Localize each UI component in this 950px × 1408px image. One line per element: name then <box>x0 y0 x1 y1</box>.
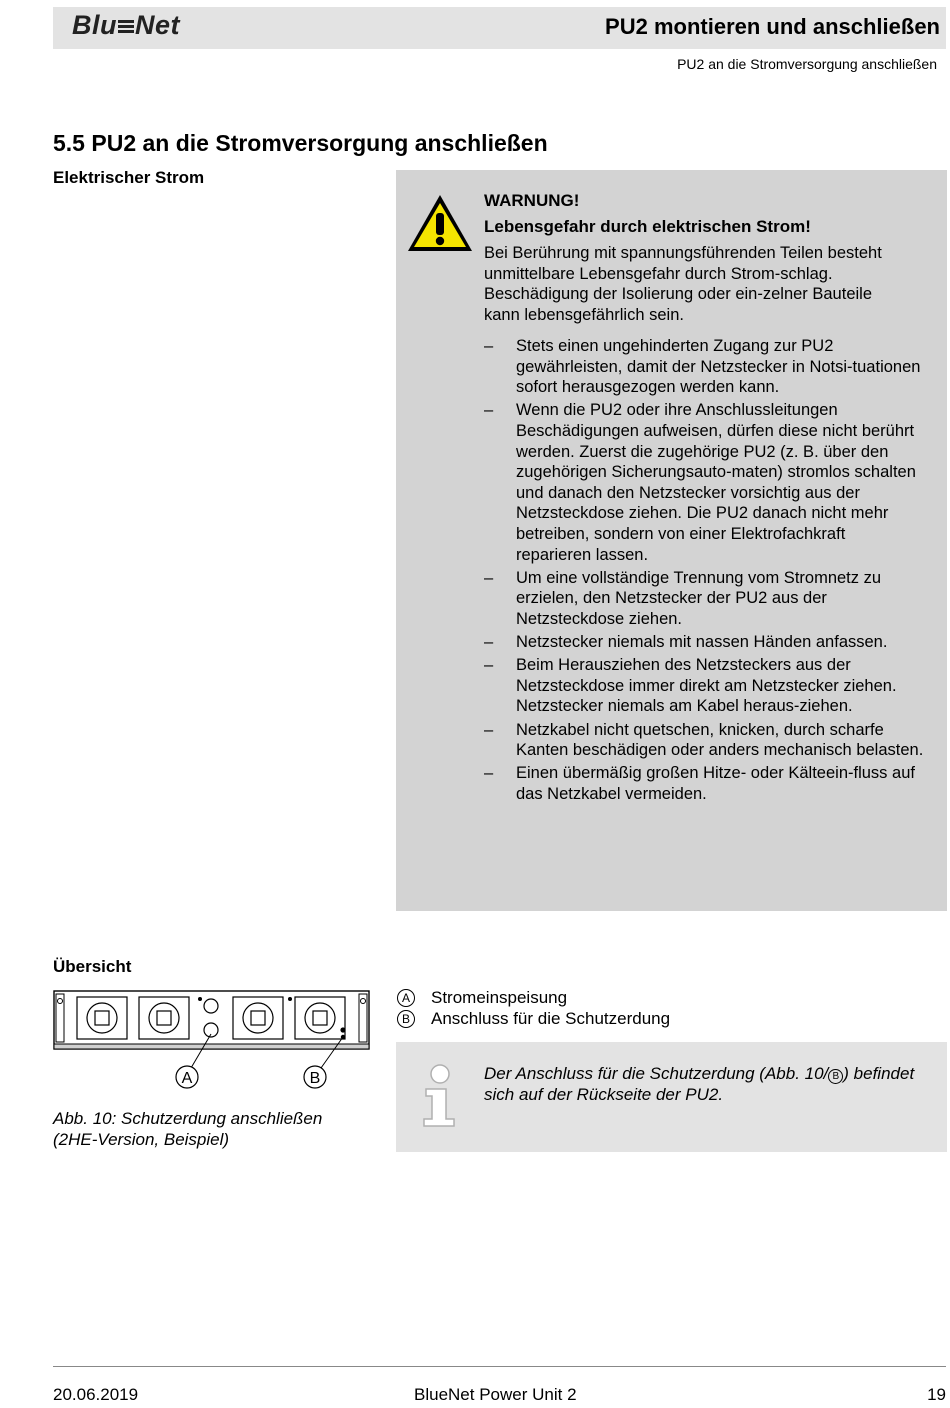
warning-heading: WARNUNG! <box>484 191 580 210</box>
footer-date: 20.06.2019 <box>53 1385 139 1404</box>
list-item: – Wenn die PU2 oder ihre Anschlussleitungen Beschädigungen aufweisen, dürfen diese nicht berührt werden. Zuerst die zugehörige PU2 (z. B. über den zugehörigen Sicherungsauto-maten) stromlos schalten und danach den Netzstecker vorsichtig aus der Netzsteckdose ziehen. Die PU2 danach nicht mehr betreiben, sondern von einer Elektrofachkraft reparieren lassen. <box>484 401 916 564</box>
info-text: Der Anschluss für die Schutzerdung (Abb. 10/ B ) befindet sich auf der Rückseite der PU2. <box>484 1064 915 1104</box>
list-item: – Beim Herausziehen des Netzsteckers aus der Netzsteckdose immer direkt am Netzstecker ziehen. Netzstecker niemals am Kabel heraus-ziehen. <box>484 656 897 716</box>
power-unit-figure <box>53 990 371 1100</box>
overview-label: Übersicht <box>53 957 132 976</box>
bluenet-logo: Blu Net <box>72 10 181 40</box>
footer-page-number: 19 <box>927 1385 946 1404</box>
warning-triangle-icon <box>405 192 475 259</box>
caption-line-1: Abb. 10: Schutzerdung anschließen <box>53 1109 323 1128</box>
list-item: – Netzstecker niemals mit nassen Händen anfassen. <box>484 633 888 652</box>
legend-text-a: Stromeinspeisung <box>431 988 568 1007</box>
footer-divider <box>53 1366 946 1367</box>
section-title: 5.5 PU2 an die Stromversorgung anschließen <box>53 130 548 156</box>
warning-body-text: Bei Berührung mit spannungsführenden Teilen besteht unmittelbare Lebensgefahr durch Strom-schlag. Beschädigung der Isolierung oder ein-zelner Bauteile kann lebensgefährlich sein. <box>484 244 882 324</box>
logo-e-glyph-icon <box>118 18 134 35</box>
list-item: – Stets einen ungehinderten Zugang zur PU2 gewährleisten, damit der Netzstecker in Notsi-tuationen sofort herausgezogen werden kann. <box>484 337 921 397</box>
info-ref-b: B <box>828 1069 843 1084</box>
figure-caption <box>53 1108 322 1150</box>
callout-a: A <box>181 1070 193 1087</box>
header-title: PU2 montieren und anschließen <box>605 14 940 39</box>
callout-b: B <box>309 1070 321 1087</box>
legend-key-b: B <box>397 1010 415 1028</box>
warning-subheading: Lebensgefahr durch elektrischen Strom! <box>484 217 811 236</box>
list-item: – Netzkabel nicht quetschen, knicken, durch scharfe Kanten beschädigen oder anders mechanisch belasten. <box>484 720 924 760</box>
legend-text-b: Anschluss für die Schutzerdung <box>431 1008 671 1028</box>
legend-row-b <box>396 1009 670 1030</box>
list-item: – Einen übermäßig großen Hitze- oder Kälteein-fluss auf das Netzkabel vermeiden. <box>484 764 915 804</box>
warning-list <box>484 336 924 807</box>
caption-line-2: (2HE-Version, Beispiel) <box>53 1130 230 1149</box>
legend-row-a <box>396 988 670 1009</box>
figure-legend <box>396 988 670 1029</box>
list-item: – Um eine vollständige Trennung vom Stromnetz zu erzielen, den Netzstecker der PU2 aus der Netzsteckdose ziehen. <box>484 568 882 628</box>
footer-document-title: BlueNet Power Unit 2 <box>414 1385 577 1404</box>
side-label-electric: Elektrischer Strom <box>53 168 205 187</box>
header-subtitle: PU2 an die Stromversorgung anschließen <box>677 56 937 72</box>
legend-key-a: A <box>397 989 415 1007</box>
warning-body <box>484 243 894 325</box>
info-icon <box>420 1063 460 1134</box>
